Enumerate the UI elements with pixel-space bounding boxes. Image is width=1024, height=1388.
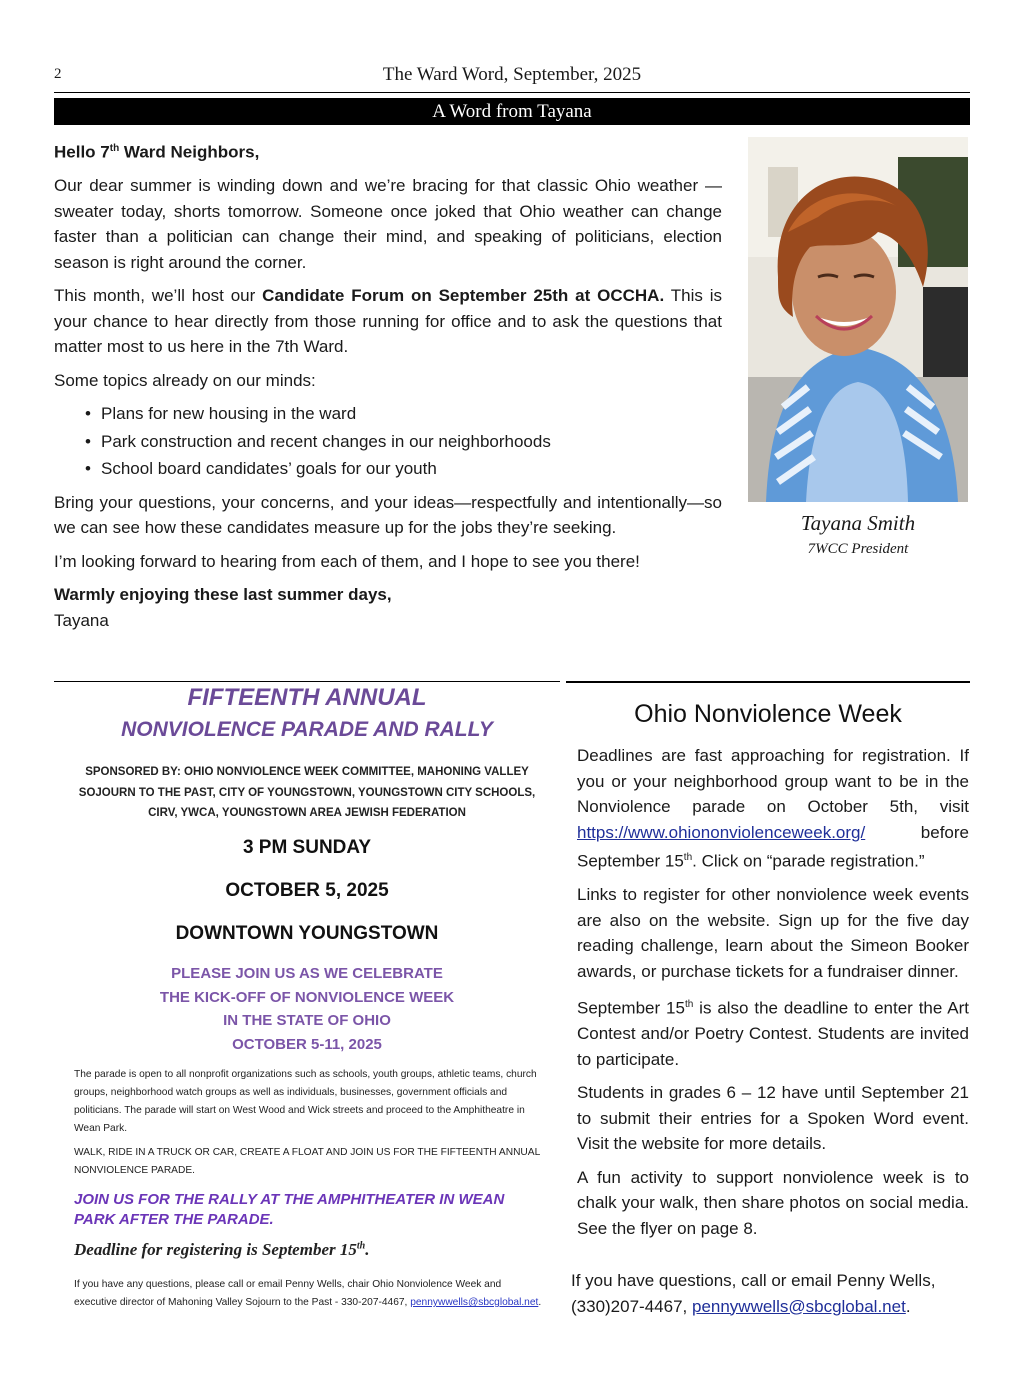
letter-paragraph-5: I’m looking forward to hearing from each of them, and I hope to see you there!	[54, 551, 640, 571]
newsletter-title: The Ward Word, September, 2025	[382, 64, 642, 85]
deadline-text: Deadline for registering is September 15	[74, 1240, 357, 1259]
flyer-rally-text: JOIN US FOR THE RALLY AT THE AMPHITHEATER IN WEAN PARK AFTER THE PARADE.	[74, 1191, 505, 1228]
letter-signature: Tayana	[54, 610, 109, 630]
article-paragraph-2: Links to register for other nonviolence week events are also on the website. Sign up for the five day reading challenge, learn about the Simeon Booker awards, or purchase tickets for a fundraiser dinner.	[577, 885, 969, 981]
letter-paragraph-2	[54, 283, 722, 360]
paragraph-text: September 15	[577, 998, 685, 1018]
contact-end: .	[538, 1297, 542, 1308]
website-link[interactable]: https://www.ohiononviolenceweek.org/	[577, 822, 866, 842]
flyer-celebrate-block	[64, 962, 550, 1056]
article-paragraph-1	[577, 743, 969, 874]
contact-text: If you have questions, call or email Penny Wells, (330)207-4467,	[571, 1271, 936, 1316]
paragraph-text: . Click on “parade registration.”	[692, 851, 925, 871]
celebrate-line: PLEASE JOIN US AS WE CELEBRATE	[171, 965, 443, 982]
forum-highlight: Candidate Forum on September 25th at OCCHA.	[262, 286, 665, 306]
celebrate-line: IN THE STATE OF OHIO	[223, 1012, 391, 1029]
list-item: • Plans for new housing in the ward	[101, 401, 722, 427]
deadline-superscript: th	[356, 1240, 366, 1252]
flyer-time: 3 PM SUNDAY	[242, 837, 372, 858]
superscript: th	[683, 852, 693, 863]
president-letter	[54, 136, 722, 633]
right-column-divider	[566, 681, 970, 683]
flyer-title-line-1: FIFTEENTH ANNUAL	[187, 684, 427, 711]
article-paragraph-5: A fun activity to support nonviolence week is to chalk your walk, then share photos on social media. See the flyer on page 8.	[577, 1167, 969, 1238]
letter-signoff: Warmly enjoying these last summer days,	[54, 585, 392, 605]
nonviolence-week-article	[577, 743, 969, 1249]
flyer-walk-text: WALK, RIDE IN A TRUCK OR CAR, CREATE A FLOAT AND JOIN US FOR THE FIFTEENTH ANNUAL NONVIOLENCE PARADE.	[74, 1147, 540, 1176]
flyer-sponsors: SPONSORED BY: OHIO NONVIOLENCE WEEK COMMITTEE, MAHONING VALLEY SOJOURN TO THE PAST, CITY OF YOUNGSTOWN, YOUNGSTOWN CITY SCHOOLS, CIRV, YWCA, YOUNGSTOWN AREA JEWISH FEDERATION	[78, 766, 536, 819]
photo-caption-role: 7WCC President	[807, 541, 909, 557]
flyer-date: OCTOBER 5, 2025	[225, 880, 389, 901]
contact-text: If you have any questions, please call or email Penny Wells, chair Ohio Nonviolence Week and executive director of Mahoning Valley Sojourn to the Past - 330-207-4467,	[74, 1279, 502, 1308]
paragraph-text: is also the deadline to enter the Art Contest and/or Poetry Contest. Students are invited to participate.	[577, 998, 969, 1069]
paragraph-text: Deadlines are fast approaching for registration. If you or your neighborhood group want to be in the Nonviolence parade on October 5th, visit	[577, 746, 969, 816]
deadline-end: .	[365, 1240, 370, 1259]
flyer-deadline	[74, 1240, 544, 1260]
flyer-email-link[interactable]: pennywwells@sbcglobal.net	[410, 1297, 539, 1308]
flyer-contact	[74, 1276, 544, 1312]
contact-end: .	[905, 1296, 911, 1316]
letter-greeting	[54, 136, 722, 165]
greeting-superscript: th	[109, 143, 120, 154]
letter-paragraph-1: Our dear summer is winding down and we’re bracing for that classic Ohio weather — sweater today, shorts tomorrow. Someone once joked that Ohio weather can change faster than a politician can change their mind, and speaking of politicians, election season is right around the corner.	[54, 176, 722, 272]
article-paragraph-3	[577, 992, 969, 1072]
greeting-text-end: Ward Neighbors,	[119, 142, 260, 162]
celebrate-line: OCTOBER 5-11, 2025	[232, 1035, 382, 1053]
paragraph-text: This is your chance to hear directly from those running for office and to ask the questions that matter most to us here in the 7th Ward.	[54, 286, 722, 357]
portrait-photo	[748, 137, 968, 502]
superscript: th	[684, 999, 694, 1011]
letter-paragraph-3: Some topics already on our minds:	[54, 370, 316, 390]
greeting-text: Hello 7	[54, 142, 110, 162]
paragraph-text: before September 15	[577, 822, 969, 871]
page-number: 2	[54, 66, 62, 82]
photo-caption-name: Tayana Smith	[800, 511, 916, 535]
celebrate-line: THE KICK-OFF OF NONVIOLENCE WEEK	[159, 988, 455, 1006]
topics-list	[54, 401, 722, 482]
article-contact	[571, 1268, 971, 1319]
letter-paragraph-4: Bring your questions, your concerns, and your ideas—respectfully and intentionally—so we can see how these candidates measure up for the jobs they’re seeking.	[54, 492, 722, 538]
list-item: • Park construction and recent changes in our neighborhoods	[101, 429, 722, 455]
paragraph-text: This month, we’ll host our	[54, 286, 263, 306]
nonviolence-week-title: Ohio Nonviolence Week	[634, 700, 902, 728]
parade-flyer	[64, 684, 550, 1324]
header-divider	[54, 92, 970, 93]
section-title-bar: A Word from Tayana	[54, 98, 970, 125]
flyer-location: DOWNTOWN YOUNGSTOWN	[175, 923, 439, 944]
portrait-image	[748, 137, 968, 502]
article-paragraph-4: Students in grades 6 – 12 have until September 21 to submit their entries for a Spoken Word event. Visit the website for more details.	[577, 1083, 969, 1154]
email-link[interactable]: pennywwells@sbcglobal.net	[691, 1296, 906, 1316]
flyer-info: The parade is open to all nonprofit organizations such as schools, youth groups, athletic teams, church groups, neighborhood watch groups as well as individuals, businesses, government officials and politicians. The parade will start on West Wood and Wick streets and proceed to the Amphitheatre in Wean Park.	[74, 1069, 537, 1134]
left-column-divider	[54, 681, 560, 682]
flyer-title-line-2: NONVIOLENCE PARADE AND RALLY	[121, 718, 493, 741]
list-item: • School board candidates’ goals for our youth	[101, 456, 722, 482]
